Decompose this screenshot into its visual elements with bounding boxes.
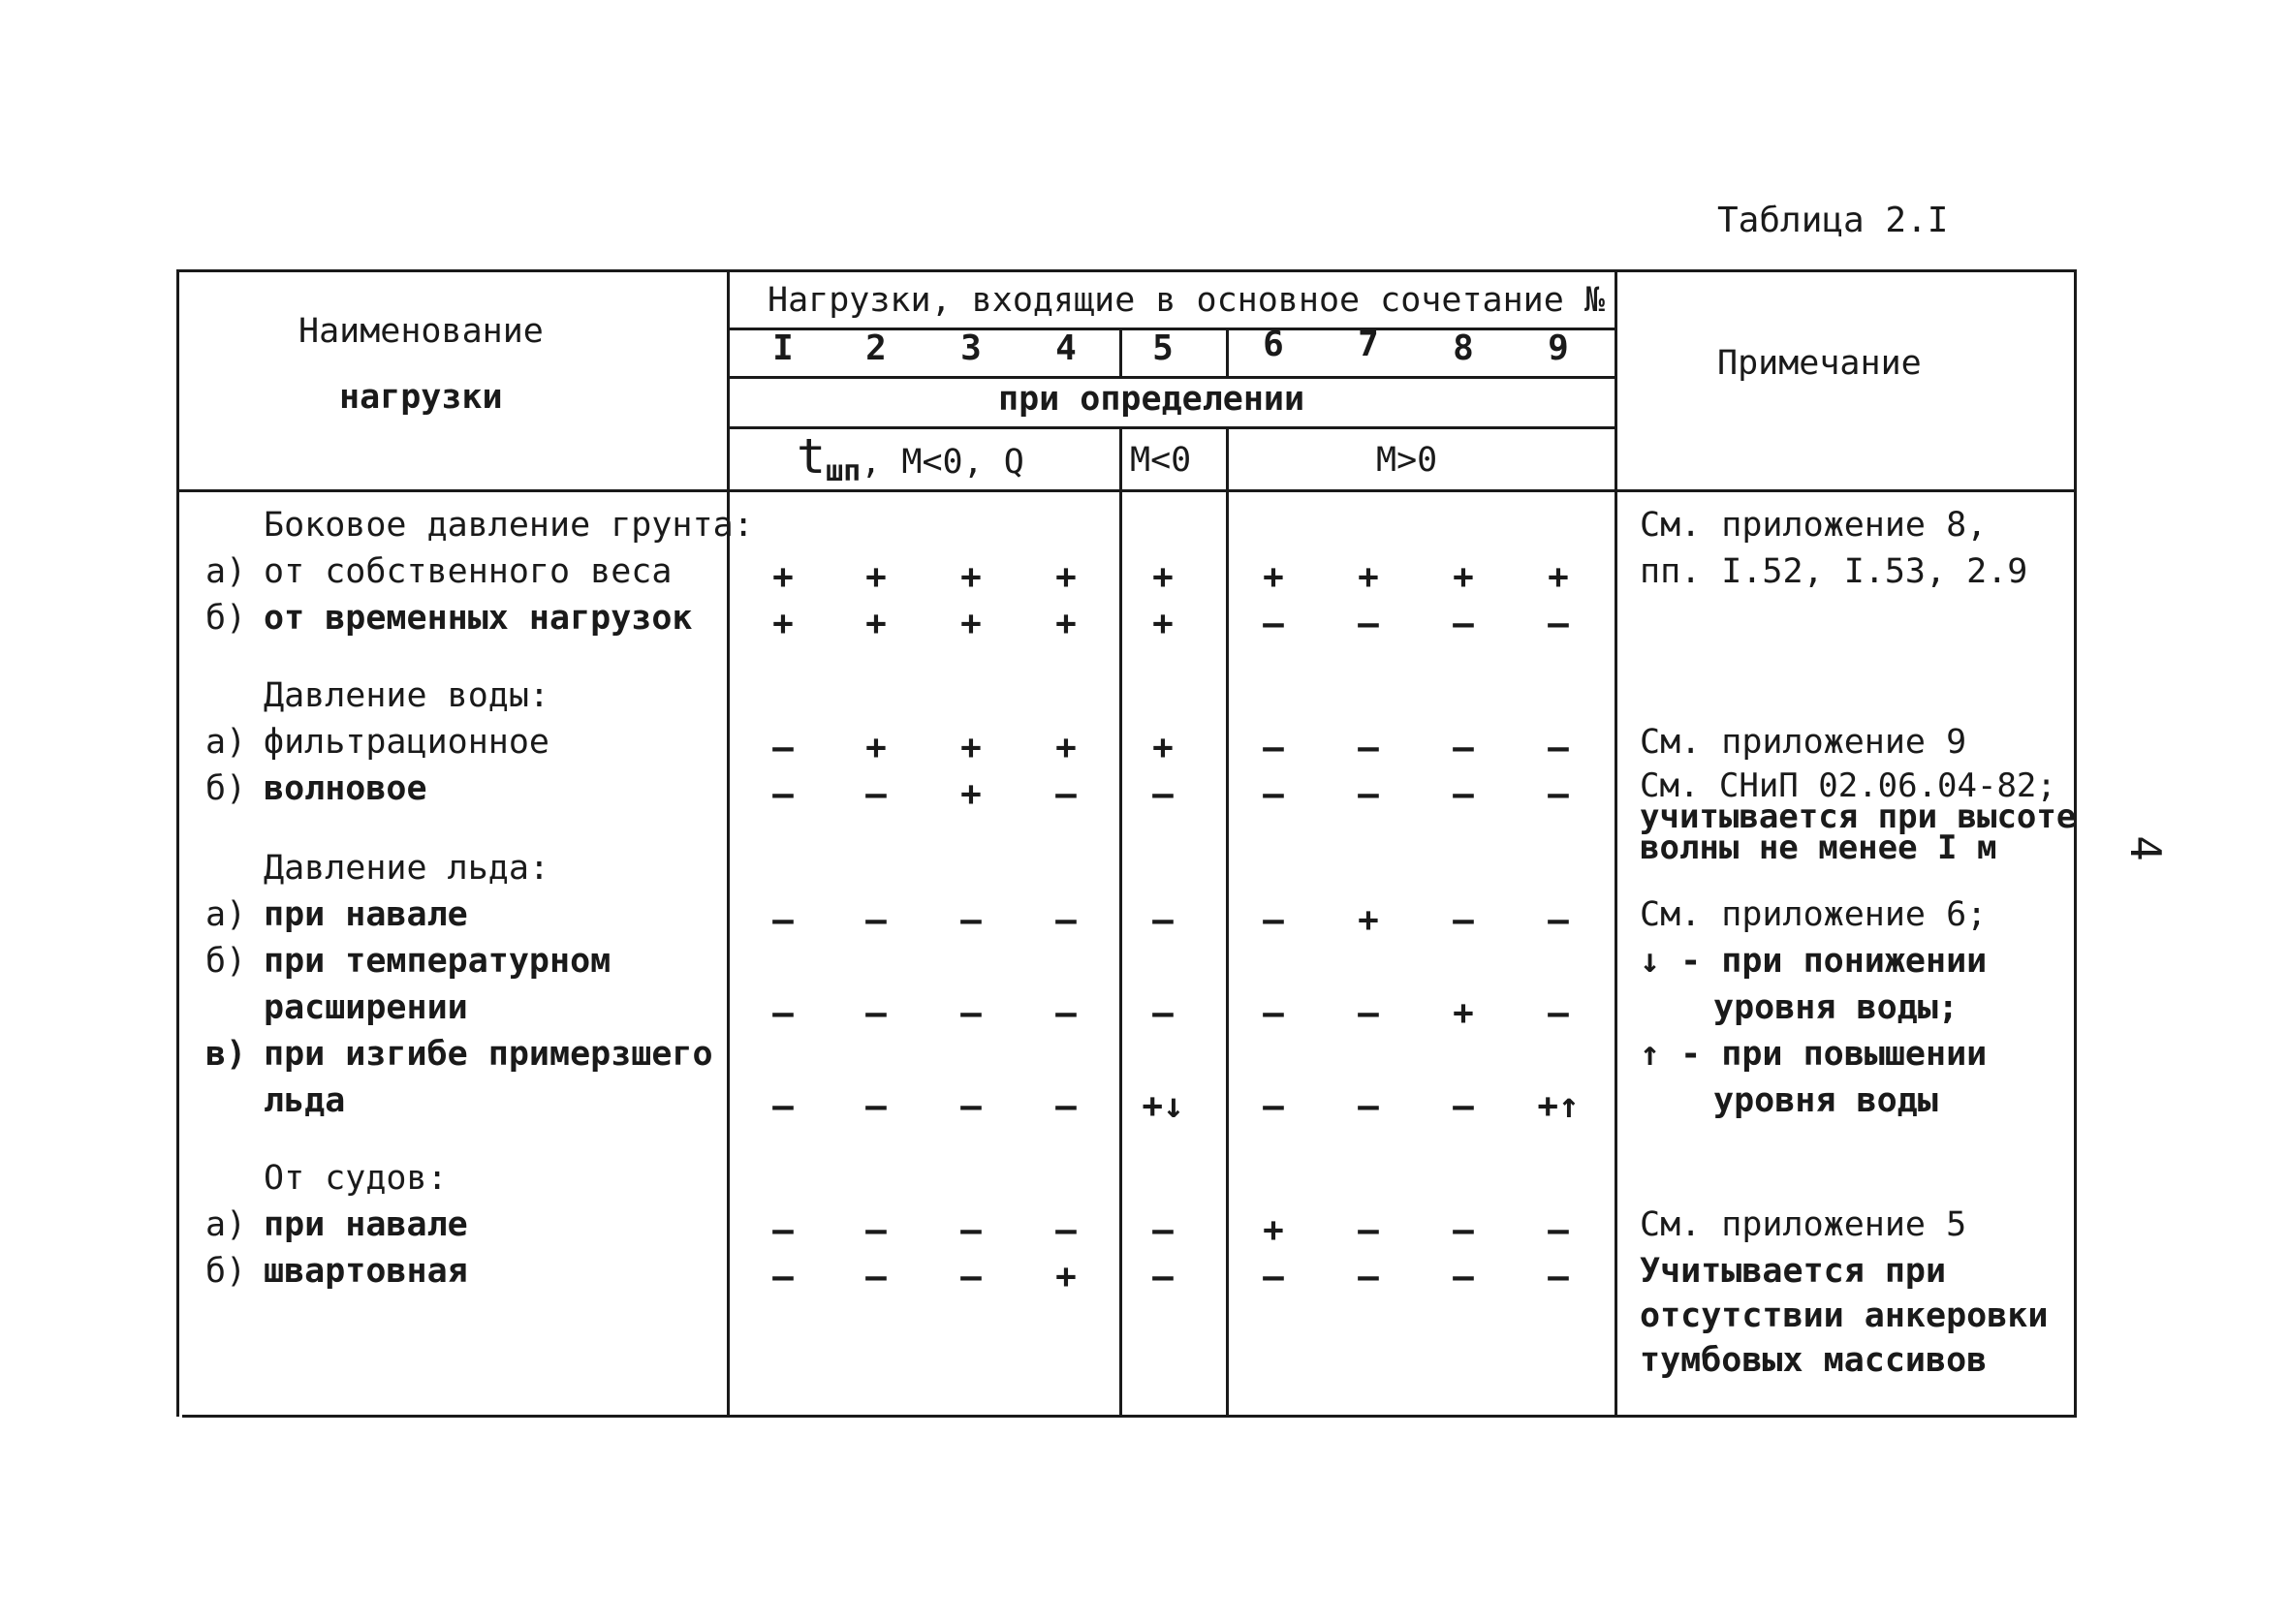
value-cell: + xyxy=(1263,1210,1284,1250)
value-cell: – xyxy=(960,1210,982,1250)
value-cell: + xyxy=(1152,728,1174,767)
note-text: тумбовых массивов xyxy=(1640,1341,1988,1380)
value-cell: – xyxy=(1055,993,1077,1033)
value-cell: – xyxy=(772,728,794,767)
value-cell: – xyxy=(772,900,794,940)
value-cell: – xyxy=(1358,728,1379,767)
combo-number: 3 xyxy=(960,328,982,368)
header-note: Примечание xyxy=(1717,344,1922,383)
col-line-5-left-lower xyxy=(1119,426,1122,1417)
value-cell: + xyxy=(960,774,982,814)
value-cell: – xyxy=(1055,774,1077,814)
value-cell: + xyxy=(772,557,794,597)
value-cell: – xyxy=(1548,900,1569,940)
value-cell: + xyxy=(1055,1257,1077,1296)
combo-number: 6 xyxy=(1263,325,1284,364)
value-cell: – xyxy=(772,774,794,814)
combo-number: 8 xyxy=(1453,328,1474,368)
value-cell: + xyxy=(1055,728,1077,767)
table-caption: Таблица 2.I xyxy=(1717,201,1949,240)
value-cell: – xyxy=(1263,1257,1284,1296)
value-cell: – xyxy=(1055,900,1077,940)
header-combos-title: Нагрузки, входящие в основное сочетание № xyxy=(768,281,1605,320)
value-cell: + xyxy=(1152,557,1174,597)
note-text: ↓ - при понижении xyxy=(1640,942,1988,981)
value-cell: – xyxy=(1453,1257,1474,1296)
value-cell: + xyxy=(1453,557,1474,597)
row-prefix: в) xyxy=(205,1035,247,1074)
note-text: уровня воды xyxy=(1713,1081,1938,1120)
value-cell: – xyxy=(1152,993,1174,1033)
combo-number: 2 xyxy=(865,328,887,368)
note-text: волны не менее I м xyxy=(1640,828,1997,867)
value-cell: – xyxy=(865,1086,887,1126)
header-group-1-sub: шп xyxy=(826,454,862,488)
value-cell: + xyxy=(1152,604,1174,643)
value-cell: – xyxy=(772,1086,794,1126)
header-group-2: M<0 xyxy=(1130,441,1192,480)
row-label: расширении xyxy=(264,988,468,1027)
row-label: швартовная xyxy=(264,1252,468,1291)
row-label: От судов: xyxy=(264,1159,448,1198)
value-cell: + xyxy=(960,728,982,767)
table-border-left xyxy=(176,269,179,1417)
value-cell: – xyxy=(1055,1210,1077,1250)
row-label: при навале xyxy=(264,1205,468,1244)
row-label: при навале xyxy=(264,895,468,934)
header-line-3 xyxy=(727,426,1616,429)
value-cell: – xyxy=(1453,604,1474,643)
value-cell: – xyxy=(960,900,982,940)
note-text: См. СНиП 02.06.04-82; xyxy=(1640,766,2056,805)
page-number: 4 xyxy=(2119,835,2170,861)
header-group-3: M>0 xyxy=(1376,441,1438,480)
row-label: Давление льда: xyxy=(264,849,550,888)
row-label: льда xyxy=(264,1081,346,1120)
value-cell: + xyxy=(1548,557,1569,597)
value-cell: +↑ xyxy=(1537,1086,1580,1126)
note-text: См. приложение 6; xyxy=(1640,895,1988,934)
value-cell: – xyxy=(960,1086,982,1126)
value-cell: – xyxy=(1055,1086,1077,1126)
value-cell: – xyxy=(1358,993,1379,1033)
value-cell: – xyxy=(1263,604,1284,643)
value-cell: + xyxy=(1055,557,1077,597)
value-cell: – xyxy=(960,993,982,1033)
note-text: учитывается при высоте xyxy=(1640,797,2077,836)
value-cell: – xyxy=(772,993,794,1033)
row-label: волновое xyxy=(264,769,427,808)
table-border-bottom xyxy=(182,1415,2077,1418)
value-cell: – xyxy=(1263,774,1284,814)
row-label: от собственного веса xyxy=(264,552,673,591)
value-cell: – xyxy=(1453,774,1474,814)
value-cell: – xyxy=(1548,1210,1569,1250)
combo-number: I xyxy=(772,328,794,368)
combo-number: 7 xyxy=(1358,325,1379,364)
row-prefix: б) xyxy=(205,1252,247,1291)
value-cell: – xyxy=(1453,1086,1474,1126)
value-cell: + xyxy=(772,604,794,643)
value-cell: – xyxy=(1358,604,1379,643)
note-text: См. приложение 9 xyxy=(1640,723,1967,762)
row-prefix: б) xyxy=(205,942,247,981)
note-text: Учитывается при xyxy=(1640,1252,1947,1291)
col-line-5-left xyxy=(1119,328,1122,376)
value-cell: – xyxy=(1453,728,1474,767)
value-cell: – xyxy=(960,1257,982,1296)
header-name-line1: Наименование xyxy=(298,312,544,351)
value-cell: – xyxy=(1152,1257,1174,1296)
header-name-line2: нагрузки xyxy=(339,378,503,417)
row-label: Боковое давление грунта: xyxy=(264,506,754,545)
note-text: пп. I.52, I.53, 2.9 xyxy=(1640,552,2028,591)
value-cell: + xyxy=(865,557,887,597)
combo-number: 9 xyxy=(1548,328,1569,368)
header-group-1-t: t xyxy=(797,428,827,484)
value-cell: + xyxy=(960,557,982,597)
col-line-5-right-lower xyxy=(1226,426,1229,1417)
note-text: отсутствии анкеровки xyxy=(1640,1296,2049,1335)
value-cell: + xyxy=(1453,993,1474,1033)
value-cell: – xyxy=(1358,1210,1379,1250)
value-cell: – xyxy=(1548,1257,1569,1296)
row-label: при изгибе примерзшего xyxy=(264,1035,713,1074)
value-cell: – xyxy=(865,774,887,814)
col-line-name xyxy=(727,269,730,1417)
row-prefix: б) xyxy=(205,769,247,808)
header-group-1 xyxy=(797,428,1024,496)
value-cell: – xyxy=(772,1257,794,1296)
row-prefix: а) xyxy=(205,552,247,591)
value-cell: + xyxy=(865,604,887,643)
value-cell: – xyxy=(1453,900,1474,940)
col-line-notes xyxy=(1615,269,1617,1417)
value-cell: – xyxy=(1548,728,1569,767)
table-border-right xyxy=(2074,269,2077,1417)
row-label: от временных нагрузок xyxy=(264,599,693,638)
value-cell: – xyxy=(1152,774,1174,814)
value-cell: – xyxy=(865,900,887,940)
value-cell: – xyxy=(1548,993,1569,1033)
row-label: при температурном xyxy=(264,942,611,981)
value-cell: + xyxy=(865,728,887,767)
combo-number: 5 xyxy=(1152,328,1174,368)
value-cell: – xyxy=(1453,1210,1474,1250)
value-cell: – xyxy=(1263,728,1284,767)
header-divider xyxy=(176,489,2076,492)
combo-number: 4 xyxy=(1055,328,1077,368)
value-cell: – xyxy=(1548,774,1569,814)
row-label: Давление воды: xyxy=(264,676,550,715)
header-group-1-rest: , M<0, Q xyxy=(861,443,1024,482)
value-cell: – xyxy=(1263,900,1284,940)
value-cell: +↓ xyxy=(1142,1086,1184,1126)
value-cell: + xyxy=(1055,604,1077,643)
value-cell: + xyxy=(960,604,982,643)
note-text: уровня воды; xyxy=(1713,988,1959,1027)
row-prefix: а) xyxy=(205,895,247,934)
value-cell: – xyxy=(865,993,887,1033)
value-cell: – xyxy=(1152,900,1174,940)
value-cell: + xyxy=(1358,900,1379,940)
value-cell: – xyxy=(1358,774,1379,814)
value-cell: – xyxy=(1152,1210,1174,1250)
value-cell: – xyxy=(1263,1086,1284,1126)
value-cell: – xyxy=(1548,604,1569,643)
value-cell: – xyxy=(865,1210,887,1250)
value-cell: – xyxy=(865,1257,887,1296)
col-line-5-right xyxy=(1226,328,1229,376)
value-cell: – xyxy=(1358,1086,1379,1126)
row-prefix: а) xyxy=(205,1205,247,1244)
note-text: ↑ - при повышении xyxy=(1640,1035,1988,1074)
row-prefix: б) xyxy=(205,599,247,638)
row-label: фильтрационное xyxy=(264,723,550,762)
value-cell: – xyxy=(1358,1257,1379,1296)
header-determination: при определении xyxy=(998,380,1305,419)
value-cell: + xyxy=(1358,557,1379,597)
note-text: См. приложение 5 xyxy=(1640,1205,1967,1244)
note-text: См. приложение 8, xyxy=(1640,506,1988,545)
value-cell: – xyxy=(772,1210,794,1250)
table-border-top xyxy=(176,269,2076,272)
value-cell: + xyxy=(1263,557,1284,597)
row-prefix: а) xyxy=(205,723,247,762)
header-line-2 xyxy=(727,376,1616,379)
value-cell: – xyxy=(1263,993,1284,1033)
